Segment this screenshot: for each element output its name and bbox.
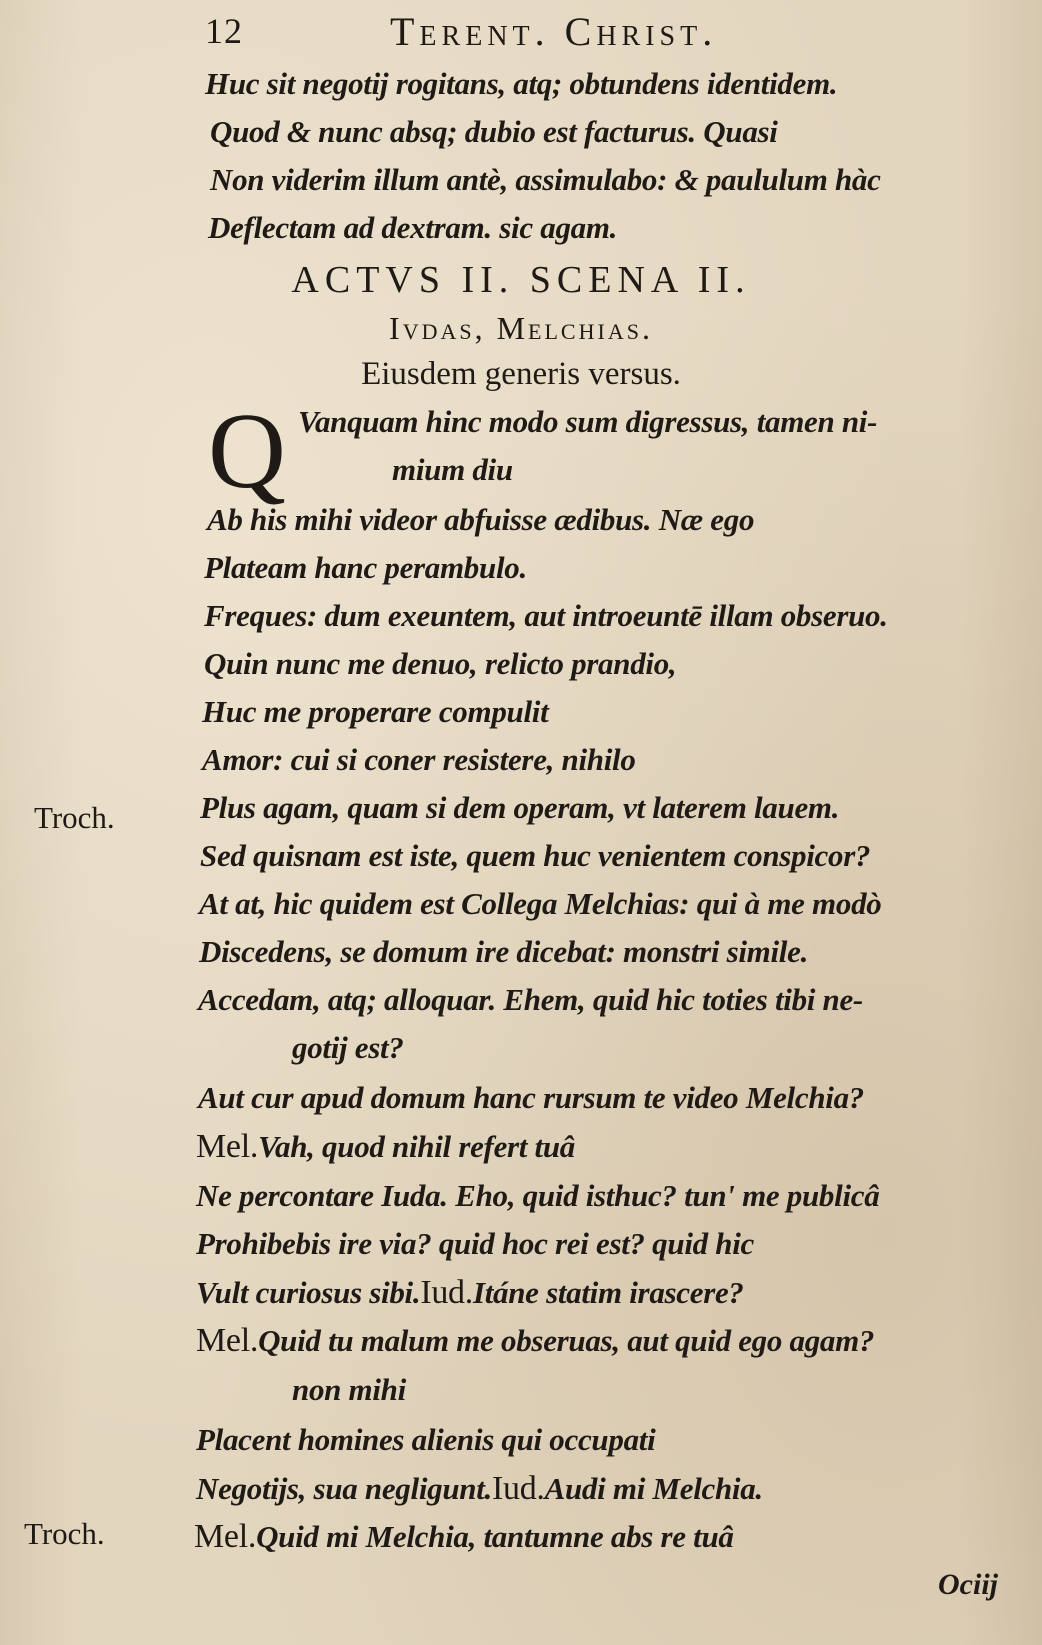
verse-line: [196, 1322, 874, 1360]
speaker-label: Mel.: [196, 1322, 259, 1359]
verse-continuation: mium diu: [392, 452, 513, 487]
verse-text: Audi mi Melchia.: [544, 1471, 763, 1506]
verse-text: Negotijs, sua negligunt.: [196, 1471, 492, 1506]
verse-line: Ab his mihi videor abfuisse ædibus. Næ ego: [207, 502, 755, 537]
verse-line: Vanquam hinc modo sum digressus, tamen ni-: [298, 404, 878, 439]
speaker-label: Iud.: [420, 1274, 473, 1311]
verse-line: [196, 1470, 763, 1508]
verse-text: Quid mi Melchia, tantumne abs re tuâ: [256, 1519, 734, 1554]
verse-line: Quin nunc me denuo, relicto prandio,: [204, 646, 677, 681]
verse-line: Deflectam ad dextram. sic agam.: [208, 210, 618, 245]
speaker-label: Mel.: [194, 1518, 257, 1555]
verse-text: Quid tu malum me obseruas, aut quid ego agam?: [258, 1323, 875, 1358]
speaker-label: Mel.: [196, 1128, 259, 1165]
verse-line: [196, 1274, 744, 1312]
verse-continuation: gotij est?: [292, 1030, 404, 1065]
verse-line: Plus agam, quam si dem operam, vt laterem lauem.: [200, 790, 840, 825]
verse-line: At at, hic quidem est Collega Melchias: qui à me modò: [199, 886, 882, 921]
page-header: [205, 6, 825, 56]
verse-line: Placent homines alienis qui occupati: [196, 1422, 656, 1457]
verse-line: Huc me properare compulit: [202, 694, 549, 729]
running-title: Terent. Christ.: [390, 9, 718, 54]
verse-line: Ne percontare Iuda. Eho, quid isthuc? tun' me publicâ: [196, 1178, 880, 1213]
verse-line: [196, 1128, 575, 1166]
verse-text: Itáne statim irascere?: [472, 1275, 744, 1310]
verse-line: Aut cur apud domum hanc rursum te video Melchia?: [198, 1080, 864, 1115]
scene-persons: Ivdas, Melchias.: [389, 310, 653, 346]
verse-line: Quod & nunc absq; dubio est facturus. Quasi: [210, 114, 778, 149]
verse-line: Huc sit negotij rogitans, atq; obtundens identidem.: [205, 66, 838, 101]
signature-mark: Ociij: [938, 1568, 998, 1601]
verse-text: Vult curiosus sibi.: [196, 1275, 421, 1310]
verse-line: Freques: dum exeuntem, aut introeuntē illam obseruo.: [204, 598, 888, 633]
verse-line: Plateam hanc perambulo.: [204, 550, 527, 585]
verse-continuation: non mihi: [292, 1372, 406, 1407]
verse-line: Sed quisnam est iste, quem huc venientem conspicor?: [200, 838, 871, 873]
verse-text: Vah, quod nihil refert tuâ: [258, 1129, 576, 1164]
drop-cap-initial: Q: [208, 392, 286, 511]
act-scene-heading: ACTVS II. SCENA II.: [291, 259, 751, 301]
verse-line: Accedam, atq; alloquar. Ehem, quid hic toties tibi ne-: [198, 982, 863, 1017]
verse-line: Non viderim illum antè, assimulabo: & paululum hàc: [210, 162, 881, 197]
page-number: 12: [205, 11, 243, 51]
speaker-label: Iud.: [491, 1470, 545, 1507]
verse-line: Prohibebis ire via? quid hoc rei est? quid hic: [196, 1226, 754, 1261]
verse-line: [194, 1518, 734, 1556]
verse-line: Discedens, se domum ire dicebat: monstri simile.: [199, 934, 809, 969]
verse-line: Amor: cui si coner resistere, nihilo: [202, 742, 636, 777]
meter-note: Eiusdem generis versus.: [361, 356, 681, 392]
margin-note-meter: Troch.: [34, 800, 115, 835]
margin-note-meter: Troch.: [24, 1516, 105, 1551]
